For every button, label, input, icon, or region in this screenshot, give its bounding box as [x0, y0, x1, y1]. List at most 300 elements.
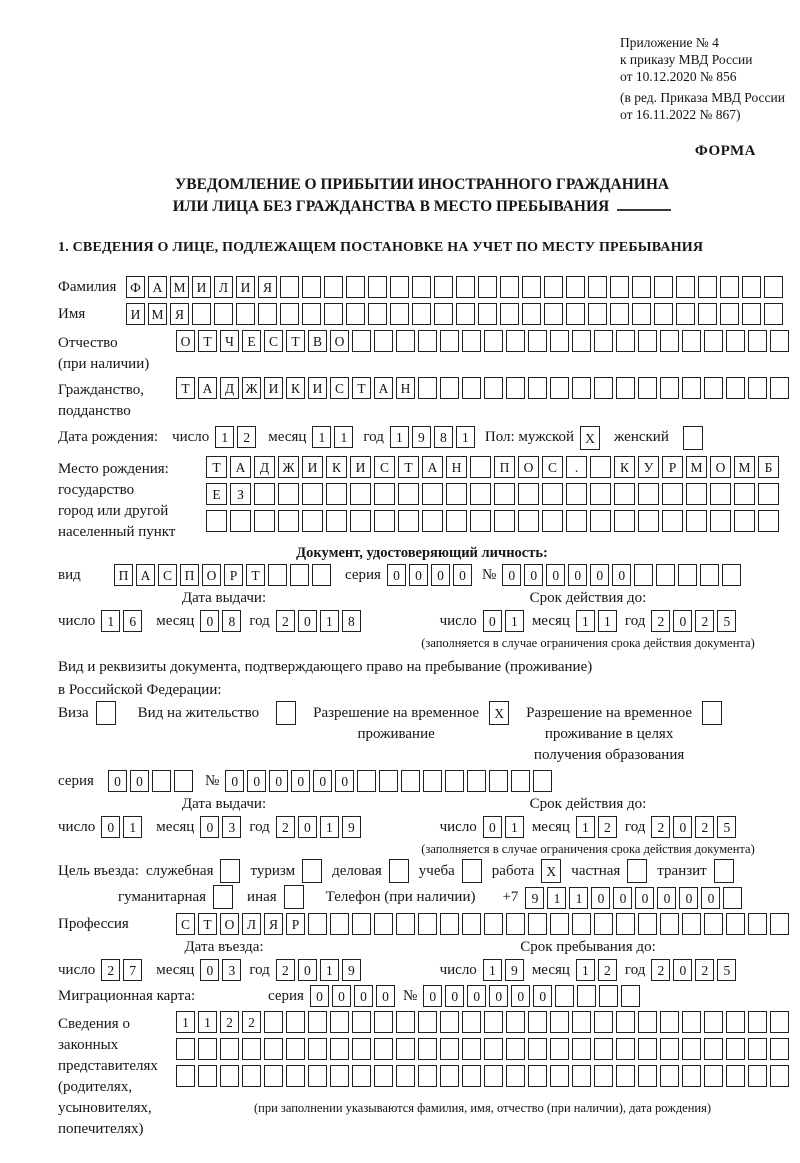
char-box[interactable] — [423, 770, 442, 792]
char-box[interactable] — [374, 1011, 393, 1033]
char-box[interactable]: Л — [242, 913, 261, 935]
char-box[interactable] — [446, 483, 467, 505]
char-box[interactable] — [346, 303, 365, 325]
char-box[interactable] — [616, 1011, 635, 1033]
char-box[interactable] — [418, 1011, 437, 1033]
birth-day-field[interactable] — [215, 426, 256, 448]
char-box[interactable]: С — [158, 564, 177, 586]
char-box[interactable] — [682, 913, 701, 935]
char-box[interactable]: 0 — [635, 887, 654, 909]
char-box[interactable] — [308, 1011, 327, 1033]
char-box[interactable]: Т — [352, 377, 371, 399]
char-box[interactable]: Я — [264, 913, 283, 935]
char-box[interactable]: 1 — [547, 887, 566, 909]
char-box[interactable]: 0 — [568, 564, 587, 586]
char-box[interactable] — [398, 483, 419, 505]
char-box[interactable]: К — [614, 456, 635, 478]
char-box[interactable] — [616, 377, 635, 399]
char-box[interactable]: 2 — [651, 959, 670, 981]
char-box[interactable]: О — [330, 330, 349, 352]
doc-series-field[interactable] — [387, 564, 472, 586]
char-box[interactable] — [748, 330, 767, 352]
char-box[interactable]: 1 — [576, 610, 595, 632]
char-box[interactable]: Ж — [278, 456, 299, 478]
char-box[interactable]: 6 — [123, 610, 142, 632]
char-box[interactable] — [544, 276, 563, 298]
char-box[interactable] — [550, 1065, 569, 1087]
char-box[interactable] — [494, 510, 515, 532]
char-box[interactable] — [528, 1038, 547, 1060]
char-box[interactable] — [528, 1011, 547, 1033]
char-box[interactable] — [326, 483, 347, 505]
char-box[interactable] — [506, 377, 525, 399]
char-box[interactable] — [522, 303, 541, 325]
char-box[interactable]: 0 — [453, 564, 472, 586]
char-box[interactable] — [518, 483, 539, 505]
char-box[interactable] — [734, 510, 755, 532]
representatives-line3-field[interactable] — [176, 1065, 789, 1087]
char-box[interactable] — [726, 330, 745, 352]
char-box[interactable] — [656, 564, 675, 586]
citizenship-field[interactable] — [176, 377, 789, 399]
representatives-line1-field[interactable] — [176, 1011, 789, 1033]
char-box[interactable] — [324, 303, 343, 325]
char-box[interactable] — [264, 1011, 283, 1033]
char-box[interactable] — [412, 276, 431, 298]
char-box[interactable] — [412, 303, 431, 325]
char-box[interactable] — [770, 1011, 789, 1033]
char-box[interactable]: 1 — [483, 959, 502, 981]
char-box[interactable]: 0 — [101, 816, 120, 838]
char-box[interactable] — [660, 913, 679, 935]
char-box[interactable] — [704, 1011, 723, 1033]
char-box[interactable] — [748, 1011, 767, 1033]
char-box[interactable] — [213, 885, 233, 909]
char-box[interactable] — [176, 1038, 195, 1060]
char-box[interactable]: 5 — [717, 816, 736, 838]
char-box[interactable] — [572, 1038, 591, 1060]
char-box[interactable] — [572, 1065, 591, 1087]
char-box[interactable] — [522, 276, 541, 298]
char-box[interactable]: 0 — [200, 959, 219, 981]
char-box[interactable]: И — [302, 456, 323, 478]
char-box[interactable]: С — [330, 377, 349, 399]
char-box[interactable] — [702, 701, 722, 725]
char-box[interactable] — [440, 1065, 459, 1087]
char-box[interactable]: 0 — [409, 564, 428, 586]
char-box[interactable] — [374, 1065, 393, 1087]
char-box[interactable]: М — [148, 303, 167, 325]
char-box[interactable] — [462, 1038, 481, 1060]
char-box[interactable]: С — [264, 330, 283, 352]
char-box[interactable]: Т — [198, 913, 217, 935]
char-box[interactable] — [726, 1011, 745, 1033]
char-box[interactable]: 0 — [483, 816, 502, 838]
staydoc-expiry-month-field[interactable] — [576, 816, 617, 838]
char-box[interactable] — [96, 701, 116, 725]
char-box[interactable] — [254, 483, 275, 505]
char-box[interactable] — [748, 1038, 767, 1060]
char-box[interactable] — [446, 510, 467, 532]
char-box[interactable]: 8 — [342, 610, 361, 632]
char-box[interactable] — [660, 377, 679, 399]
char-box[interactable] — [682, 1065, 701, 1087]
char-box[interactable]: Я — [170, 303, 189, 325]
char-box[interactable]: 5 — [717, 959, 736, 981]
char-box[interactable]: 3 — [222, 959, 241, 981]
char-box[interactable]: 2 — [101, 959, 120, 981]
char-box[interactable] — [330, 913, 349, 935]
representatives-line2-field[interactable] — [176, 1038, 789, 1060]
char-box[interactable] — [308, 1065, 327, 1087]
char-box[interactable] — [214, 303, 233, 325]
char-box[interactable] — [710, 510, 731, 532]
char-box[interactable]: 0 — [200, 610, 219, 632]
char-box[interactable] — [610, 276, 629, 298]
char-box[interactable]: 9 — [342, 816, 361, 838]
char-box[interactable] — [396, 913, 415, 935]
char-box[interactable]: 2 — [651, 816, 670, 838]
char-box[interactable]: 8 — [222, 610, 241, 632]
char-box[interactable] — [379, 770, 398, 792]
char-box[interactable] — [572, 377, 591, 399]
char-box[interactable] — [758, 510, 779, 532]
char-box[interactable] — [374, 483, 395, 505]
char-box[interactable] — [276, 701, 296, 725]
char-box[interactable] — [478, 276, 497, 298]
char-box[interactable]: Я — [258, 276, 277, 298]
char-box[interactable] — [594, 913, 613, 935]
char-box[interactable] — [714, 859, 734, 883]
char-box[interactable]: С — [542, 456, 563, 478]
char-box[interactable] — [470, 483, 491, 505]
char-box[interactable]: В — [308, 330, 327, 352]
char-box[interactable]: 1 — [320, 816, 339, 838]
char-box[interactable]: Н — [396, 377, 415, 399]
char-box[interactable] — [660, 1065, 679, 1087]
char-box[interactable]: 1 — [390, 426, 409, 448]
char-box[interactable] — [698, 276, 717, 298]
entry-month-field[interactable] — [200, 959, 241, 981]
surname-field[interactable] — [126, 276, 783, 298]
char-box[interactable]: 1 — [576, 816, 595, 838]
char-box[interactable] — [418, 377, 437, 399]
char-box[interactable]: Т — [198, 330, 217, 352]
temp-residence-education-checkbox[interactable] — [702, 701, 722, 725]
char-box[interactable] — [278, 483, 299, 505]
char-box[interactable] — [396, 1011, 415, 1033]
char-box[interactable] — [434, 303, 453, 325]
char-box[interactable] — [357, 770, 376, 792]
char-box[interactable]: Р — [662, 456, 683, 478]
char-box[interactable] — [588, 303, 607, 325]
char-box[interactable] — [654, 276, 673, 298]
char-box[interactable]: 0 — [313, 770, 332, 792]
purpose-transit-checkbox[interactable] — [714, 859, 734, 883]
char-box[interactable] — [302, 303, 321, 325]
profession-field[interactable] — [176, 913, 789, 935]
char-box[interactable] — [682, 377, 701, 399]
char-box[interactable] — [396, 330, 415, 352]
char-box[interactable]: 0 — [502, 564, 521, 586]
char-box[interactable] — [230, 510, 251, 532]
char-box[interactable] — [748, 1065, 767, 1087]
char-box[interactable] — [742, 303, 761, 325]
char-box[interactable] — [484, 377, 503, 399]
char-box[interactable]: И — [350, 456, 371, 478]
char-box[interactable] — [368, 276, 387, 298]
char-box[interactable]: 0 — [612, 564, 631, 586]
char-box[interactable]: А — [198, 377, 217, 399]
char-box[interactable] — [722, 564, 741, 586]
doc-issue-day-field[interactable] — [101, 610, 142, 632]
char-box[interactable] — [638, 377, 657, 399]
purpose-work-checkbox[interactable] — [541, 859, 561, 883]
purpose-humanitarian-checkbox[interactable] — [213, 885, 233, 909]
char-box[interactable]: 8 — [434, 426, 453, 448]
char-box[interactable]: 0 — [387, 564, 406, 586]
char-box[interactable] — [264, 1038, 283, 1060]
char-box[interactable] — [662, 483, 683, 505]
char-box[interactable] — [566, 303, 585, 325]
char-box[interactable] — [704, 377, 723, 399]
char-box[interactable]: П — [180, 564, 199, 586]
char-box[interactable]: И — [308, 377, 327, 399]
char-box[interactable] — [518, 510, 539, 532]
char-box[interactable] — [720, 276, 739, 298]
char-box[interactable] — [484, 1011, 503, 1033]
char-box[interactable]: М — [734, 456, 755, 478]
char-box[interactable] — [422, 510, 443, 532]
staydoc-expiry-year-field[interactable] — [651, 816, 736, 838]
char-box[interactable] — [398, 510, 419, 532]
char-box[interactable] — [286, 1011, 305, 1033]
char-box[interactable] — [572, 330, 591, 352]
char-box[interactable] — [280, 276, 299, 298]
char-box[interactable]: Т — [286, 330, 305, 352]
char-box[interactable] — [484, 1038, 503, 1060]
char-box[interactable] — [704, 913, 723, 935]
char-box[interactable] — [418, 330, 437, 352]
char-box[interactable] — [616, 1038, 635, 1060]
char-box[interactable] — [440, 1038, 459, 1060]
doc-number-field[interactable] — [502, 564, 741, 586]
char-box[interactable] — [418, 913, 437, 935]
char-box[interactable] — [462, 330, 481, 352]
char-box[interactable] — [676, 303, 695, 325]
char-box[interactable]: Р — [224, 564, 243, 586]
char-box[interactable] — [662, 510, 683, 532]
char-box[interactable]: 0 — [310, 985, 329, 1007]
char-box[interactable] — [770, 1065, 789, 1087]
char-box[interactable]: О — [176, 330, 195, 352]
char-box[interactable] — [484, 1065, 503, 1087]
char-box[interactable] — [350, 483, 371, 505]
char-box[interactable] — [616, 1065, 635, 1087]
char-box[interactable]: 1 — [334, 426, 353, 448]
char-box[interactable]: 2 — [220, 1011, 239, 1033]
phone-field[interactable] — [525, 887, 742, 909]
stay-until-day-field[interactable] — [483, 959, 524, 981]
birthplace-line2-field[interactable] — [206, 483, 779, 505]
char-box[interactable]: Ч — [220, 330, 239, 352]
char-box[interactable] — [440, 1011, 459, 1033]
char-box[interactable] — [326, 510, 347, 532]
purpose-other-checkbox[interactable] — [284, 885, 304, 909]
char-box[interactable] — [258, 303, 277, 325]
char-box[interactable] — [374, 1038, 393, 1060]
char-box[interactable]: 9 — [505, 959, 524, 981]
char-box[interactable] — [390, 303, 409, 325]
residence-permit-checkbox[interactable] — [276, 701, 296, 725]
char-box[interactable] — [440, 377, 459, 399]
char-box[interactable] — [511, 770, 530, 792]
char-box[interactable]: 1 — [598, 610, 617, 632]
char-box[interactable]: М — [686, 456, 707, 478]
char-box[interactable] — [198, 1065, 217, 1087]
char-box[interactable] — [660, 330, 679, 352]
char-box[interactable] — [352, 330, 371, 352]
char-box[interactable]: Л — [214, 276, 233, 298]
char-box[interactable]: К — [286, 377, 305, 399]
char-box[interactable] — [638, 330, 657, 352]
staydoc-series-field[interactable] — [108, 770, 193, 792]
char-box[interactable] — [308, 1038, 327, 1060]
char-box[interactable]: И — [236, 276, 255, 298]
char-box[interactable]: 0 — [590, 564, 609, 586]
char-box[interactable]: 1 — [198, 1011, 217, 1033]
char-box[interactable] — [686, 510, 707, 532]
migration-series-field[interactable] — [310, 985, 395, 1007]
char-box[interactable] — [632, 276, 651, 298]
char-box[interactable]: 2 — [276, 959, 295, 981]
char-box[interactable] — [572, 913, 591, 935]
char-box[interactable]: О — [202, 564, 221, 586]
char-box[interactable] — [506, 330, 525, 352]
char-box[interactable]: 1 — [176, 1011, 195, 1033]
char-box[interactable] — [268, 564, 287, 586]
char-box[interactable] — [638, 483, 659, 505]
char-box[interactable]: 7 — [123, 959, 142, 981]
char-box[interactable] — [698, 303, 717, 325]
char-box[interactable] — [627, 859, 647, 883]
char-box[interactable] — [284, 885, 304, 909]
birth-year-field[interactable] — [390, 426, 475, 448]
char-box[interactable] — [302, 483, 323, 505]
char-box[interactable] — [470, 456, 491, 478]
char-box[interactable]: 0 — [298, 610, 317, 632]
char-box[interactable]: 2 — [695, 610, 714, 632]
char-box[interactable] — [330, 1011, 349, 1033]
char-box[interactable] — [654, 303, 673, 325]
char-box[interactable]: 0 — [679, 887, 698, 909]
char-box[interactable]: 0 — [673, 610, 692, 632]
char-box[interactable] — [660, 1038, 679, 1060]
char-box[interactable]: П — [494, 456, 515, 478]
purpose-business-checkbox[interactable] — [389, 859, 409, 883]
char-box[interactable]: 0 — [247, 770, 266, 792]
char-box[interactable]: 0 — [431, 564, 450, 586]
char-box[interactable] — [500, 303, 519, 325]
char-box[interactable]: С — [374, 456, 395, 478]
char-box[interactable] — [572, 1011, 591, 1033]
char-box[interactable]: . — [566, 456, 587, 478]
char-box[interactable] — [264, 1065, 283, 1087]
char-box[interactable]: О — [710, 456, 731, 478]
char-box[interactable] — [192, 303, 211, 325]
char-box[interactable] — [594, 1038, 613, 1060]
char-box[interactable]: 9 — [412, 426, 431, 448]
char-box[interactable] — [726, 1065, 745, 1087]
char-box[interactable] — [489, 770, 508, 792]
purpose-study-checkbox[interactable] — [462, 859, 482, 883]
staydoc-number-field[interactable] — [225, 770, 552, 792]
char-box[interactable]: 9 — [525, 887, 544, 909]
char-box[interactable] — [638, 1038, 657, 1060]
char-box[interactable] — [764, 276, 783, 298]
doc-expiry-day-field[interactable] — [483, 610, 524, 632]
char-box[interactable] — [242, 1065, 261, 1087]
char-box[interactable] — [418, 1038, 437, 1060]
char-box[interactable]: 0 — [108, 770, 127, 792]
char-box[interactable]: У — [638, 456, 659, 478]
char-box[interactable]: 0 — [673, 816, 692, 838]
name-field[interactable] — [126, 303, 783, 325]
char-box[interactable] — [422, 483, 443, 505]
char-box[interactable]: 1 — [505, 610, 524, 632]
char-box[interactable]: Н — [446, 456, 467, 478]
char-box[interactable]: 0 — [467, 985, 486, 1007]
char-box[interactable] — [770, 913, 789, 935]
char-box[interactable]: 2 — [695, 816, 714, 838]
char-box[interactable]: 2 — [651, 610, 670, 632]
char-box[interactable] — [726, 377, 745, 399]
char-box[interactable]: И — [192, 276, 211, 298]
char-box[interactable]: 1 — [312, 426, 331, 448]
char-box[interactable]: З — [230, 483, 251, 505]
char-box[interactable]: 0 — [225, 770, 244, 792]
char-box[interactable] — [632, 303, 651, 325]
char-box[interactable]: И — [264, 377, 283, 399]
char-box[interactable] — [280, 303, 299, 325]
char-box[interactable] — [748, 913, 767, 935]
char-box[interactable]: 9 — [342, 959, 361, 981]
char-box[interactable] — [555, 985, 574, 1007]
char-box[interactable] — [198, 1038, 217, 1060]
char-box[interactable] — [324, 276, 343, 298]
char-box[interactable]: 0 — [269, 770, 288, 792]
char-box[interactable] — [462, 1011, 481, 1033]
birthplace-line3-field[interactable] — [206, 510, 779, 532]
char-box[interactable]: 0 — [673, 959, 692, 981]
char-box[interactable]: 0 — [332, 985, 351, 1007]
char-box[interactable]: 0 — [445, 985, 464, 1007]
char-box[interactable] — [614, 483, 635, 505]
char-box[interactable] — [220, 1065, 239, 1087]
char-box[interactable] — [621, 985, 640, 1007]
migration-number-field[interactable] — [423, 985, 640, 1007]
char-box[interactable] — [330, 1065, 349, 1087]
char-box[interactable] — [542, 510, 563, 532]
char-box[interactable] — [764, 303, 783, 325]
char-box[interactable] — [478, 303, 497, 325]
char-box[interactable]: 1 — [320, 959, 339, 981]
char-box[interactable] — [550, 330, 569, 352]
char-box[interactable] — [462, 1065, 481, 1087]
char-box[interactable]: 1 — [456, 426, 475, 448]
char-box[interactable] — [734, 483, 755, 505]
gender-female-checkbox[interactable] — [683, 426, 703, 450]
